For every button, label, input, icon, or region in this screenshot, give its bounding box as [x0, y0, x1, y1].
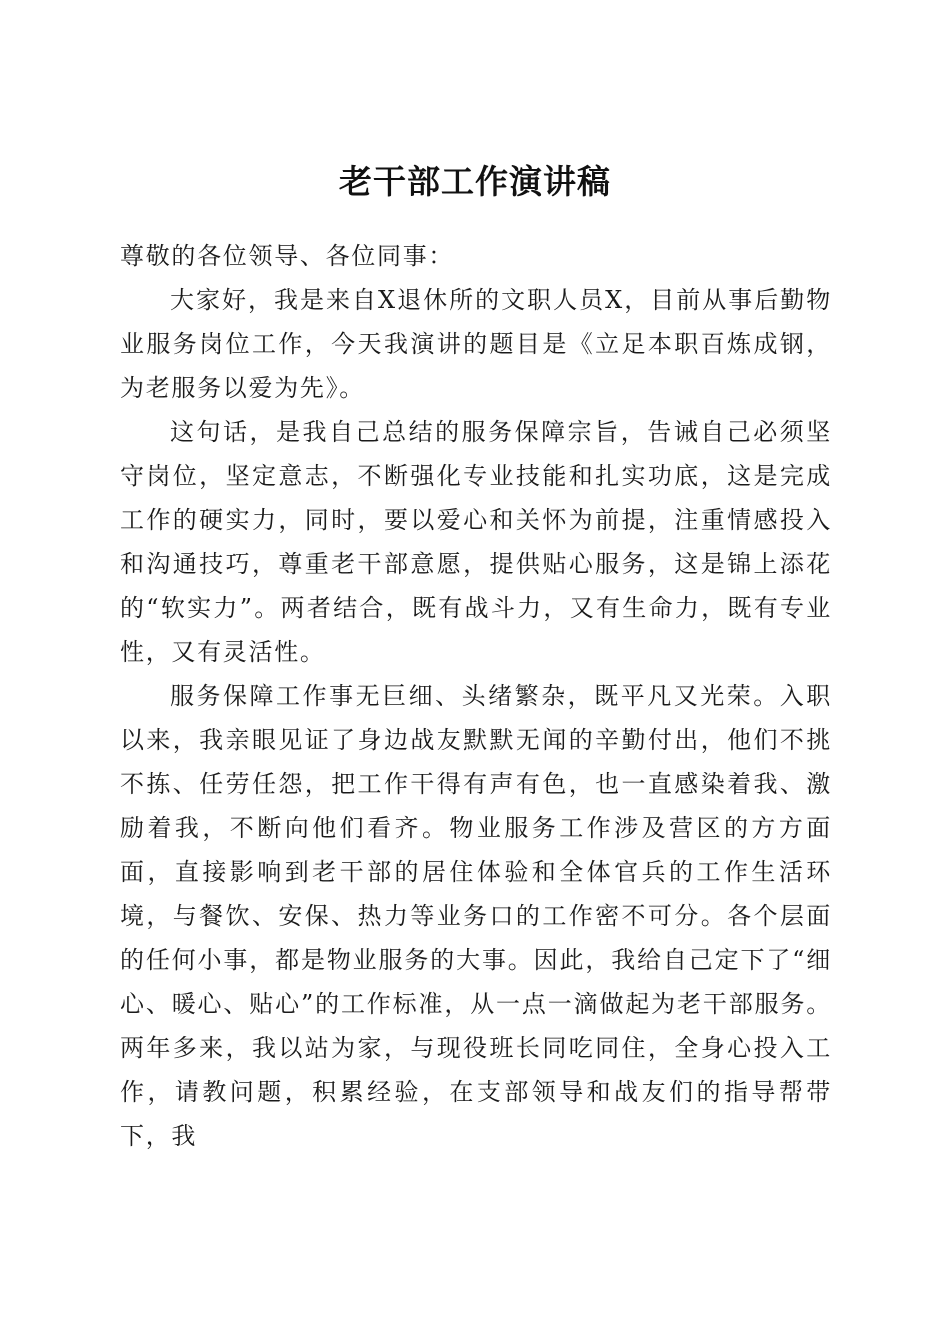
- paragraph-purpose: 这句话，是我自己总结的服务保障宗旨，告诫自己必须坚守岗位，坚定意志，不断强化专业技能和扎实功底，这是完成工作的硬实力，同时，要以爱心和关怀为前提，注重情感投入和沟通技巧，尊重老干部意愿，提供贴心服务，这是锦上添花的“软实力”。两者结合，既有战斗力，又有生命力，既有专业性，又有灵活性。: [120, 418, 832, 666]
- salutation: 尊敬的各位领导、各位同事：: [120, 242, 455, 270]
- document-title: 老干部工作演讲稿: [339, 162, 611, 202]
- paragraph-intro: 大家好，我是来自X退休所的文职人员X，目前从事后勤物业服务岗位工作，今天我演讲的题目是《立足本职百炼成钢，为老服务以爱为先》。: [120, 286, 832, 402]
- paragraph-service: 服务保障工作事无巨细、头绪繁杂，既平凡又光荣。入职以来，我亲眼见证了身边战友默默无闻的辛勤付出，他们不挑不拣、任劳任怨，把工作干得有声有色，也一直感染着我、激励着我，不断向他们看齐。物业服务工作涉及营区的方方面面，直接影响到老干部的居住体验和全体官兵的工作生活环境，与餐饮、安保、热力等业务口的工作密不可分。各个层面的任何小事，都是物业服务的大事。因此，我给自己定下了“细心、暖心、贴心”的工作标准，从一点一滴做起为老干部服务。两年多来，我以站为家，与现役班长同吃同住，全身心投入工作，请教问题，积累经验，在支部领导和战友们的指导帮带下，我: [120, 682, 832, 1150]
- document-body: [120, 234, 832, 1158]
